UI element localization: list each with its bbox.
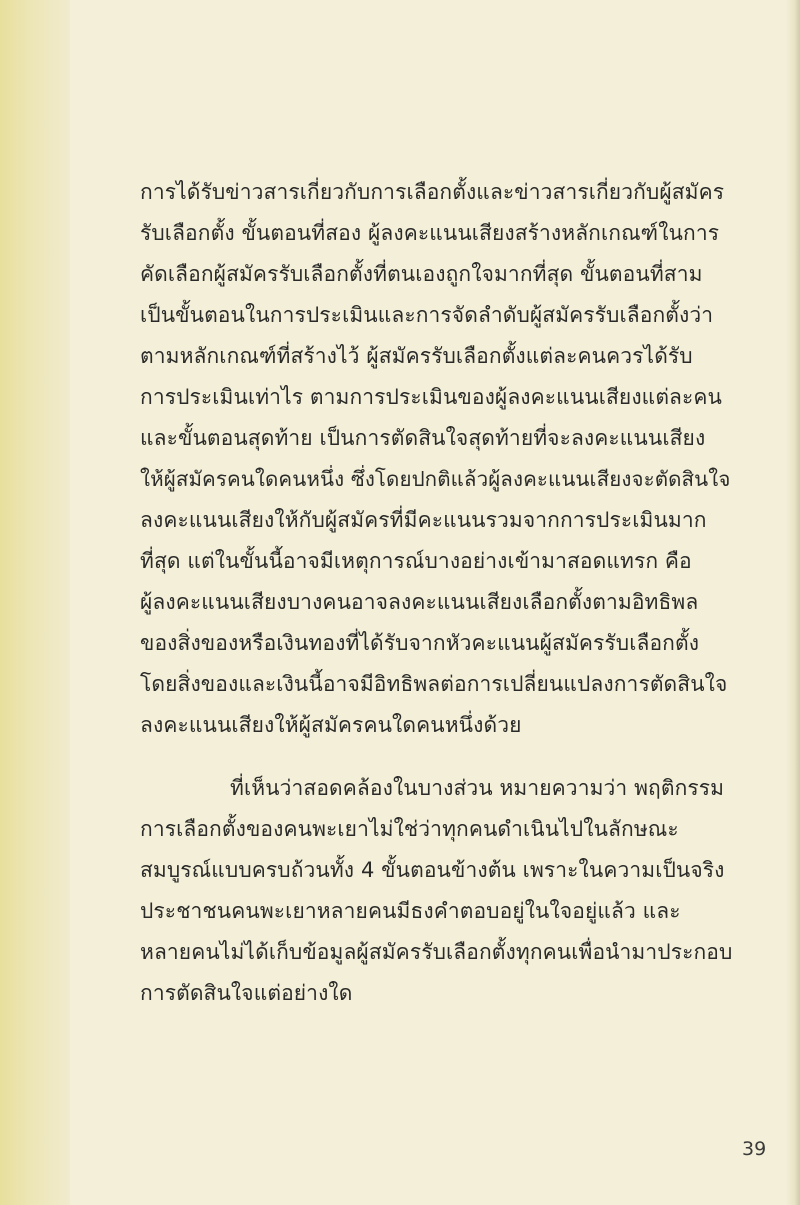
text-line: และขั้นตอนสุดท้าย เป็นการตัดสินใจสุดท้ายที่จะลงคะแนนเสียง bbox=[140, 426, 706, 450]
spine-shadow bbox=[0, 0, 70, 1205]
paragraph-2 bbox=[140, 768, 740, 1014]
text-line: หลายคนไม่ได้เก็บข้อมูลผู้สมัครรับเลือกตั้งทุกคนเพื่อนำมาประกอบ bbox=[140, 940, 733, 964]
text-line: ที่สุด แต่ในขั้นนี้อาจมีเหตุการณ์บางอย่างเข้ามาสอดแทรก คือ bbox=[140, 549, 692, 573]
text-line: การประเมินเท่าไร ตามการประเมินของผู้ลงคะแนนเสียงแต่ละคน bbox=[140, 385, 723, 409]
text-line: ประชาชนคนพะเยาหลายคนมีธงคำตอบอยู่ในใจอยู่แล้ว และ bbox=[140, 899, 681, 923]
page-number: 39 bbox=[742, 1138, 767, 1160]
text-line: โดยสิ่งของและเงินนี้อาจมีอิทธิพลต่อการเปลี่ยนแปลงการตัดสินใจ bbox=[140, 672, 728, 696]
text-line: การตัดสินใจแต่อย่างใด bbox=[140, 981, 353, 1005]
text-line: รับเลือกตั้ง ขั้นตอนที่สอง ผู้ลงคะแนนเสียงสร้างหลักเกณฑ์ในการ bbox=[140, 221, 720, 245]
text-line: คัดเลือกผู้สมัครรับเลือกตั้งที่ตนเองถูกใจมากที่สุด ขั้นตอนที่สาม bbox=[140, 262, 703, 286]
paragraph-1 bbox=[140, 172, 740, 746]
text-line: ให้ผู้สมัครคนใดคนหนึ่ง ซึ่งโดยปกติแล้วผู้ลงคะแนนเสียงจะตัดสินใจ bbox=[140, 467, 731, 491]
text-line: สมบูรณ์แบบครบถ้วนทั้ง 4 ขั้นตอนข้างต้น เพราะในความเป็นจริง bbox=[140, 858, 725, 882]
text-line: การได้รับข่าวสารเกี่ยวกับการเลือกตั้งและข่าวสารเกี่ยวกับผู้สมัคร bbox=[140, 180, 725, 204]
text-line: ที่เห็นว่าสอดคล้องในบางส่วน หมายความว่า พฤติกรรม bbox=[230, 776, 725, 800]
text-line: เป็นขั้นตอนในการประเมินและการจัดลำดับผู้สมัครรับเลือกตั้งว่า bbox=[140, 303, 714, 327]
text-line: ลงคะแนนเสียงให้ผู้สมัครคนใดคนหนึ่งด้วย bbox=[140, 713, 522, 737]
text-line: ตามหลักเกณฑ์ที่สร้างไว้ ผู้สมัครรับเลือกตั้งแต่ละคนควรได้รับ bbox=[140, 344, 693, 368]
text-line: ของสิ่งของหรือเงินทองที่ได้รับจากหัวคะแนนผู้สมัครรับเลือกตั้ง bbox=[140, 631, 700, 655]
body-text bbox=[140, 172, 740, 1014]
text-line: ลงคะแนนเสียงให้กับผู้สมัครที่มีคะแนนรวมจากการประเมินมาก bbox=[140, 508, 707, 532]
page-edge-shadow bbox=[786, 0, 800, 1205]
text-line: ผู้ลงคะแนนเสียงบางคนอาจลงคะแนนเสียงเลือกตั้งตามอิทธิพล bbox=[140, 590, 699, 614]
text-line: การเลือกตั้งของคนพะเยาไม่ใช่ว่าทุกคนดำเนินไปในลักษณะ bbox=[140, 817, 679, 841]
